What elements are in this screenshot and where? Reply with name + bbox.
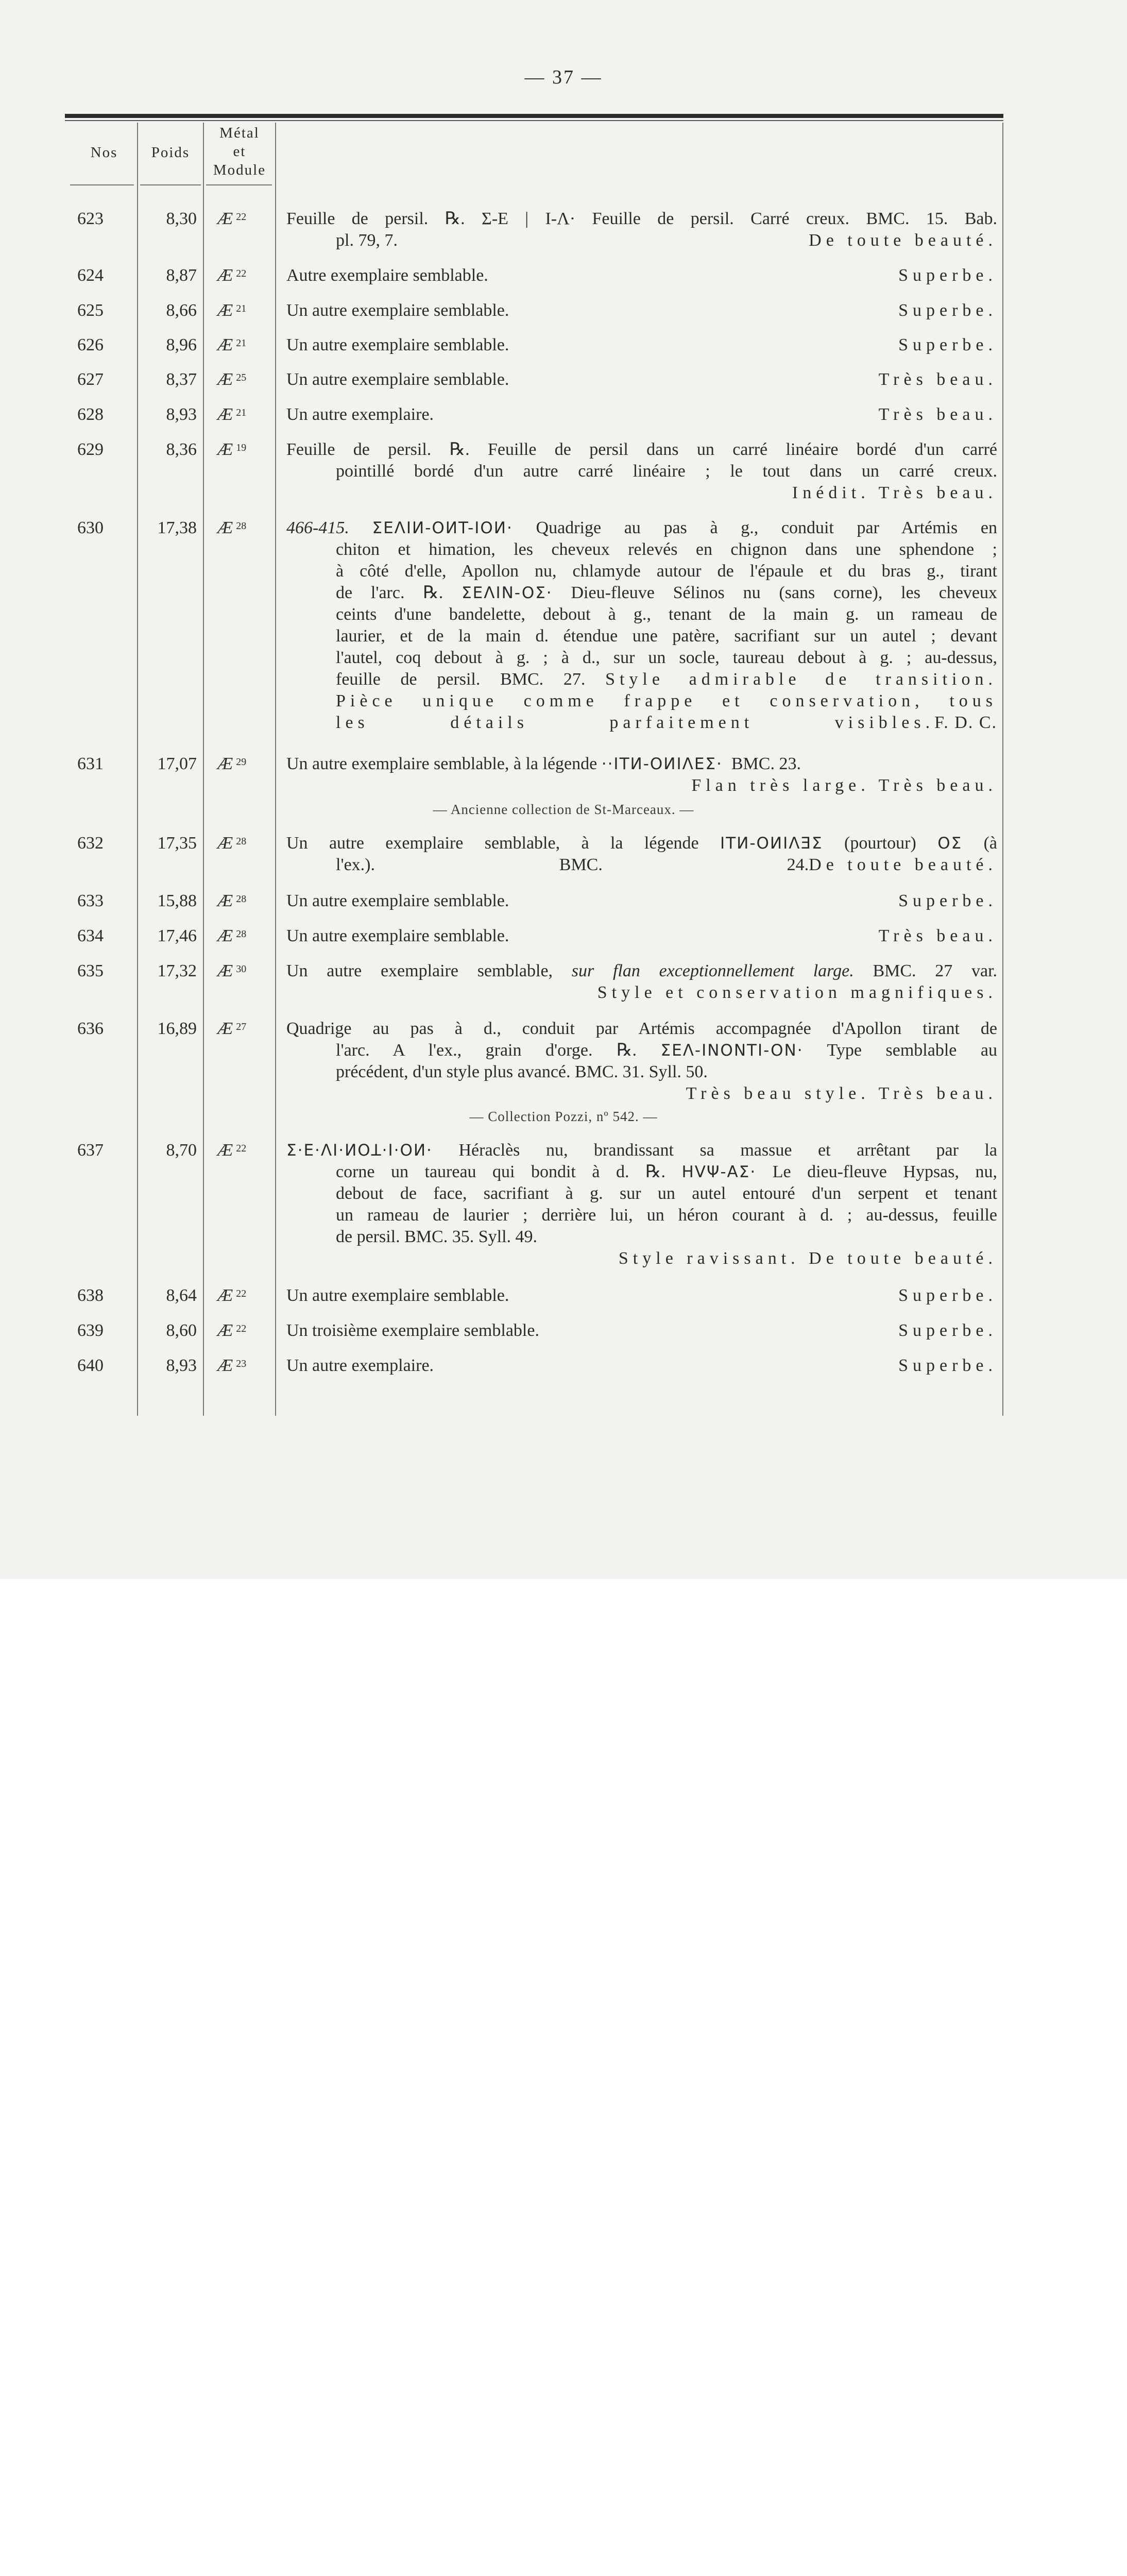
entry-number: 627 <box>77 370 104 389</box>
entry-weight: 8,64 <box>166 1286 197 1305</box>
entry-number: 631 <box>77 754 104 773</box>
entry-weight: 8,87 <box>166 266 197 285</box>
entry-weight: 8,37 <box>166 370 197 389</box>
page-number: — 37 — <box>524 66 603 88</box>
provenance-note: — Collection Pozzi, nº 542. — <box>469 1109 658 1124</box>
entry-metal: Æ $^{28}$ <box>217 926 247 945</box>
entry-weight: 17,07 <box>157 754 197 773</box>
entry-number: 633 <box>77 891 104 910</box>
entry-weight: 8,70 <box>166 1141 197 1160</box>
entry-metal: Æ $^{22}$ <box>217 1286 247 1305</box>
entry-metal: Æ $^{22}$ <box>217 209 247 228</box>
entry-weight: 8,93 <box>166 1356 197 1375</box>
entry-number: 640 <box>77 1356 104 1375</box>
entry-weight: 17,38 <box>157 518 197 537</box>
viewer-footer <box>0 1579 1127 1660</box>
entry-metal: Æ $^{21}$ <box>217 335 247 354</box>
entry-number: 629 <box>77 440 104 459</box>
entry-description: Feuille de persil. ℞. Feuille de persil dans un carré linéaire bordé d'un carré pointillé bordé d'un autre carré linéaire ; le tout dans un carré creux. Inédit. Très beau. <box>286 440 997 502</box>
header-metal: Métal <box>219 125 260 141</box>
entry-number: 637 <box>77 1141 104 1160</box>
entry-number: 623 <box>77 209 104 228</box>
entry-number: 635 <box>77 961 104 980</box>
entry-metal: Æ $^{30}$ <box>217 961 247 980</box>
entry-description: Feuille de persil. ℞. Σ-E | I-Λ· Feuille de persil. Carré creux. BMC. 15. Bab. pl. 79, 7. De toute beauté. <box>286 209 997 250</box>
entry-metal: Æ $^{28}$ <box>217 891 247 910</box>
entry-description: Σ·E·ΛI·ͶOꓕ·I·OͶ· Héraclès nu, brandissant sa massue et arrêtant par la corne un taureau qui bondit à d. ℞. HVΨ-AΣ· Le dieu-fleuve Hypsas, nu, debout de face, sacrifiant à g. sur un autel entouré d'un serpent et tenant un rameau de laurier ; derrière lui, un héron courant à d. ; au-dessus, feuille de persil. BMC. 35. Syll. 49. Style ravissant. De toute beauté. <box>286 1141 997 1268</box>
entry-metal: Æ $^{27}$ <box>217 1019 247 1038</box>
entry-number: 625 <box>77 301 104 320</box>
entry-number: 624 <box>77 266 104 285</box>
entry-weight: 17,35 <box>157 834 197 853</box>
column-divider <box>203 123 204 1416</box>
entry-description: Un autre exemplaire semblable, sur flan exceptionnellement large. BMC. 27 var. Style et conservation magnifiques. <box>286 961 998 1002</box>
entry-number: 628 <box>77 405 104 424</box>
entry-metal: Æ $^{22}$ <box>217 1321 247 1340</box>
entry-number: 638 <box>77 1286 104 1305</box>
entry-number: 636 <box>77 1019 104 1038</box>
header-nos: Nos <box>90 144 118 161</box>
header-et: et <box>233 143 246 160</box>
entry-metal: Æ $^{28}$ <box>217 518 247 537</box>
header-rule <box>206 184 272 185</box>
column-divider <box>1002 123 1003 1416</box>
entry-weight: 16,89 <box>157 1019 197 1038</box>
top-rule <box>65 114 1003 118</box>
entry-metal: Æ $^{21}$ <box>217 301 247 320</box>
entry-weight: 17,46 <box>157 926 197 945</box>
entry-number: 630 <box>77 518 104 537</box>
entry-number: 632 <box>77 834 104 853</box>
provenance-note: — Ancienne collection de St-Marceaux. — <box>433 802 694 817</box>
entry-description: Quadrige au pas à d., conduit par Artémis accompagnée d'Apollon tirant de l'arc. A l'ex., grain d'orge. ℞. ΣEΛ-INONTI-ON· Type semblable au précédent, d'un style plus avancé. BMC. 31. Syll. 50. Très beau style. Très beau. <box>286 1019 998 1103</box>
header-poids: Poids <box>151 144 190 161</box>
entry-metal: Æ $^{25}$ <box>217 370 247 389</box>
entry-description: 466-415. ΣEΛIͶ-OͶT-IOͶ· Quadrige au pas à g., conduit par Artémis en chiton et himation, les cheveux relevés en chignon dans une sphendone ; à côté d'elle, Apollon nu, chlamyde autour de l'épaule et du bras g., tirant de l'arc. ℞. ΣEΛIN-OΣ· Dieu-fleuve Sélinos nu (sans corne), les cheveux ceints d'une bandelette, debout à g., tenant de la main g. un rameau de laurier, et de la main d. étendue une patère, sacrifiant sur un autel ; devant l'autel, coq debout à g. ; à d., sur un socle, taureau debout à g. ; au-dessus, feuille de persil. BMC. 27. Style admirable de transition. Pièce unique comme frappe et conservation, tous les détails parfaitement visibles. F. D. C. <box>286 518 998 732</box>
entry-metal: Æ $^{21}$ <box>217 405 247 424</box>
entry-weight: 15,88 <box>157 891 197 910</box>
entry-weight: 8,30 <box>166 209 197 228</box>
entry-number: 634 <box>77 926 104 945</box>
entry-weight: 8,66 <box>166 301 197 320</box>
entry-weight: 8,36 <box>166 440 197 459</box>
entry-metal: Æ $^{19}$ <box>217 440 247 459</box>
entry-metal: Æ $^{22}$ <box>217 1141 247 1160</box>
entry-description: Un autre exemplaire semblable, à la légende ··ITͶ-OͶIΛEΣ· BMC. 23. Flan très large. Très beau. <box>286 754 997 795</box>
top-rule-thin <box>65 120 1003 121</box>
entry-metal: Æ $^{29}$ <box>217 754 247 773</box>
entry-metal: Æ $^{28}$ <box>217 834 247 853</box>
entry-weight: 8,96 <box>166 335 197 354</box>
entry-weight: 8,60 <box>166 1321 197 1340</box>
entry-number: 639 <box>77 1321 104 1340</box>
scanned-page: — 37 — Nos Poids Métal et Module 623 8,30 Æ $^{22}$ Feuille de persil. ℞. Σ-E | I-Λ· Feuille de persil. Carré creux. BMC. 15. Bab. pl. 79, 7. De toute beauté. 624 8,87 Æ $^{22}$ Autre exemplaire semblable. Superbe. 625 8,66 Æ $^{21}$ Un autre exemplaire semblable. Superbe. 626 8,96 Æ $^{21}$ Un autre exemplaire semblable. Superbe. 627 8,37 Æ $^{25}$ Un autre exemplaire semblable. Très beau. 628 8,93 Æ $^{21}$ Un autre exemplaire. Très beau. 629 8,36 Æ $^{19}$ Feuille de persil. ℞. Feuille de persil dans un carré linéaire bordé d'un carré pointillé bordé d'un autre carré linéaire ; le tout dans un carré creux. Inédit. Très beau. 630 17,38 Æ $^{28}$ 466-415. ΣEΛIͶ-OͶT-IOͶ· Quadrige au pas à g., conduit par Artémis en chiton et himation, les cheveux relevés en chignon dans une sphendone ; à côté d'elle, Apollon nu, chlamyde autour de l'épaule et du bras g., tirant de l'arc. ℞. ΣEΛIN-OΣ· Dieu-fleuve Sélinos nu (sans corne), les cheveux ceints d'une bandelette, debout à g., tenant de la main g. un rameau de laurier, et de la main d. étendue une patère, sacrifiant sur un autel ; devant l'autel, coq debout à g. ; à d., sur un socle, taureau debout à g. ; au-dessus, feuille de persil. BMC. 27. Style admirable de transition. Pièce unique comme frappe et conservation, tous les détails parfaitement visibles. F. D. C. 631 17,07 Æ $^{29}$ Un autre exemplaire semblable, à la légende ··ITͶ-OͶIΛEΣ· BMC. 23. Flan très large. Très beau. — Ancienne collection de St-Marceaux. — 632 17,35 Æ $^{28}$ Un autre exemplaire semblable, à la légende ITͶ-OͶIΛƎΣ (pourtour) OΣ (à l'ex.). BMC. 24. De toute beauté. 633 15,88 Æ $^{28}$ Un autre exemplaire semblable. Superbe. 634 17,46 Æ $^{28}$ Un autre exemplaire semblable. Très beau. 635 17,32 Æ $^{30}$ Un autre exemplaire semblable, sur flan exceptionnellement large. BMC. 27 var. Style et conservation magnifiques. 636 16,89 Æ $^{27}$ Quadrige au pas à d., conduit par Artémis accompagnée d'Apollon tirant de l'arc. A l'ex., grain d'orge. ℞. ΣEΛ-INONTI-ON· Type semblable au précédent, d'un style plus avancé. BMC. 31. Syll. 50. Très beau style. Très beau. — Collection Pozzi, nº 542. — 637 8,70 Æ $^{22}$ Σ·E·ΛI·ͶOꓕ·I·OͶ· Héraclès nu, brandissant sa massue et arrêtant par la corne un taureau qui bondit à d. ℞. HVΨ-AΣ· Le dieu-fleuve Hypsas, nu, debout de face, sacrifiant à g. sur un autel entouré d'un serpent et tenant un rameau de laurier ; derrière lui, un héron courant à d. ; au-dessus, feuille de persil. BMC. 35. Syll. 49. Style ravissant. De toute beauté. 638 8,64 Æ $^{22}$ Un autre exemplaire semblable. Superbe. 639 8,60 Æ $^{22}$ Un troisième exemplaire semblable. Superbe. 640 8,93 Æ $^{23}$ Un autre exemplaire. Superbe. <box>0 0 1127 1579</box>
entry-weight: 17,32 <box>157 961 197 980</box>
entry-metal: Æ $^{23}$ <box>217 1356 247 1375</box>
entry-number: 626 <box>77 335 104 354</box>
header-module: Module <box>213 162 266 178</box>
entry-metal: Æ $^{22}$ <box>217 266 247 285</box>
entry-description: Un autre exemplaire semblable, à la légende ITͶ-OͶIΛƎΣ (pourtour) OΣ (à l'ex.). BMC. 24. De toute beauté. <box>286 834 998 874</box>
header-rule <box>70 184 134 185</box>
entry-weight: 8,93 <box>166 405 197 424</box>
header-rule <box>140 184 201 185</box>
